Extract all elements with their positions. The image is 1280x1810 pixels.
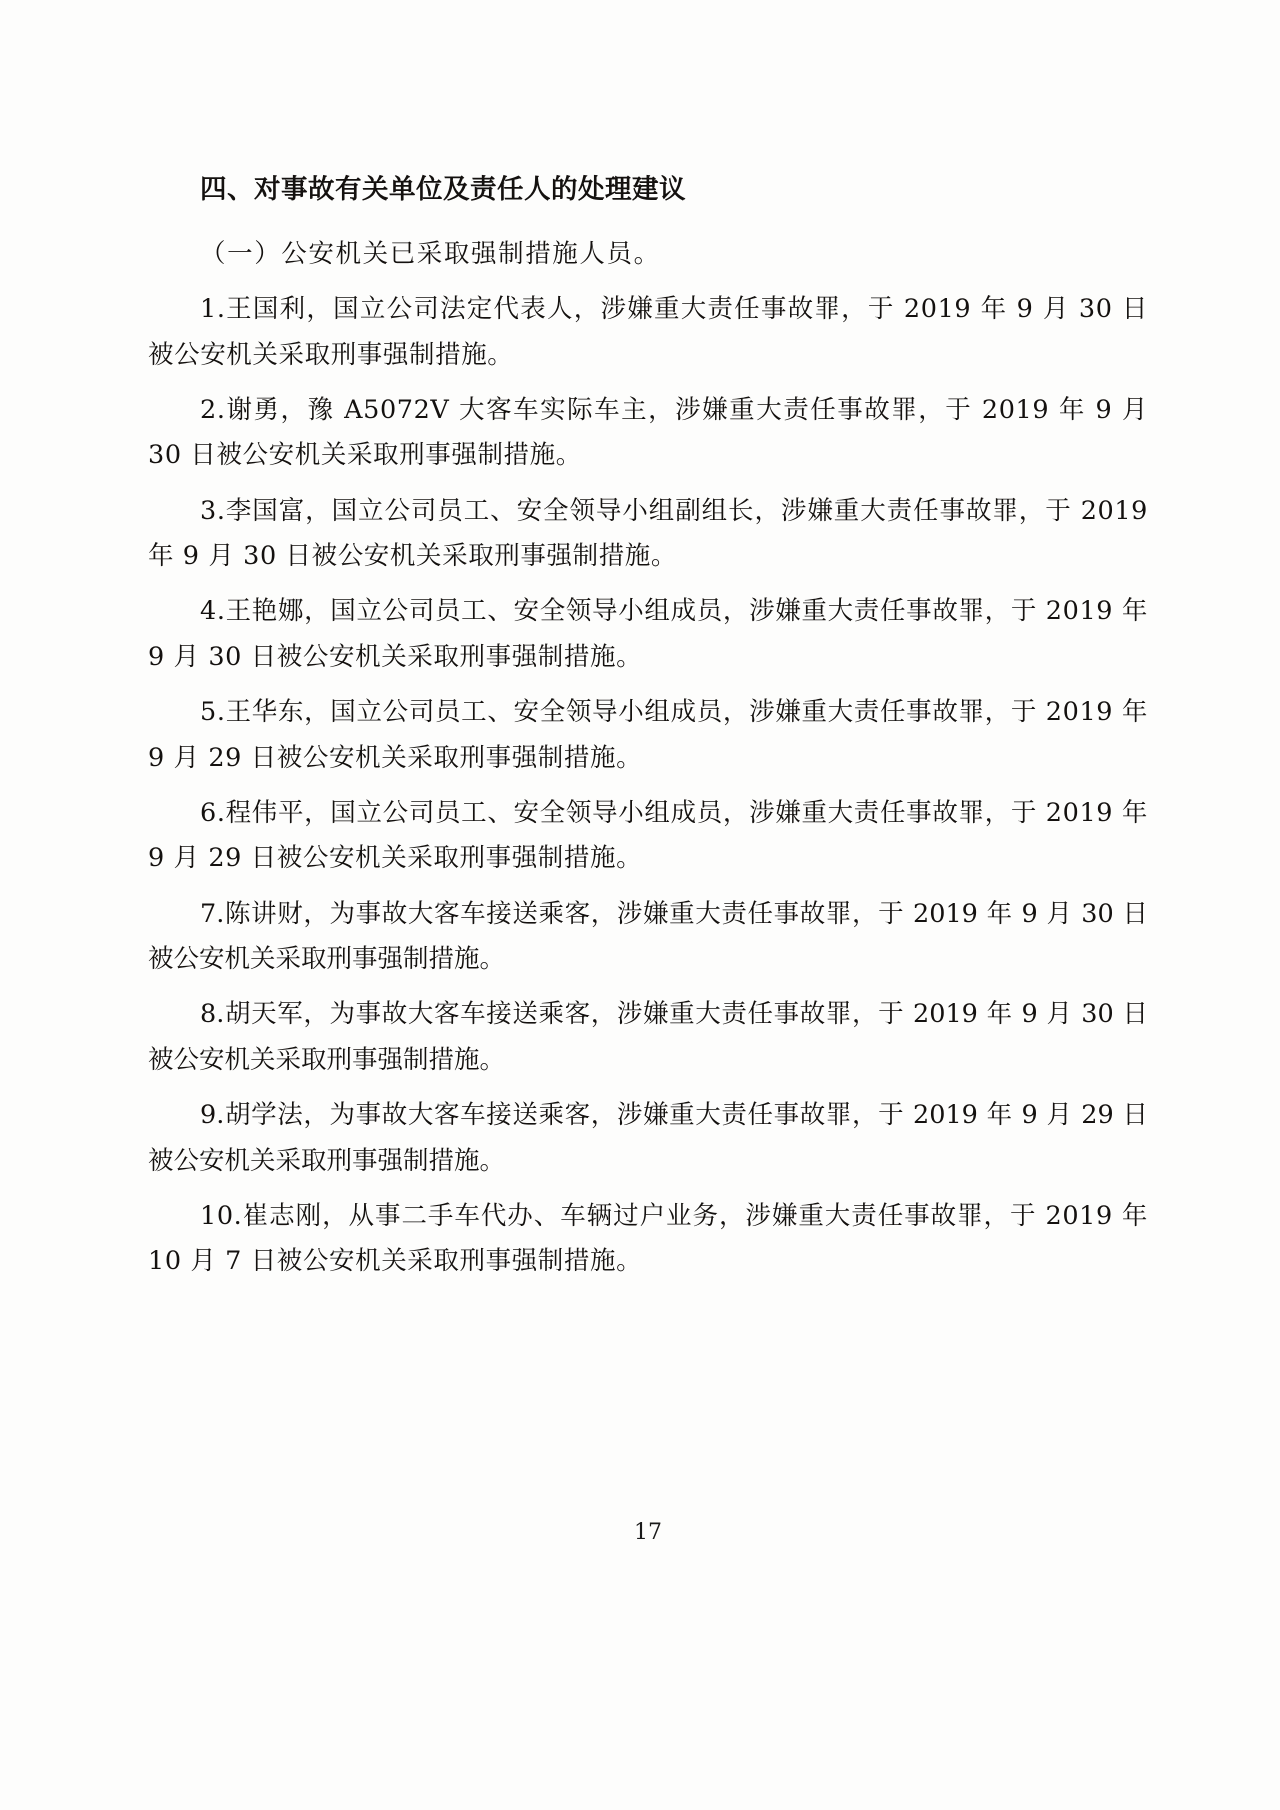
list-item: 8.胡天军，为事故大客车接送乘客，涉嫌重大责任事故罪，于 2019 年 9 月 30 日被公安机关采取刑事强制措施。 <box>148 999 1148 1075</box>
list-item: 4.王艳娜，国立公司员工、安全领导小组成员，涉嫌重大责任事故罪，于 2019 年 9 月 30 日被公安机关采取刑事强制措施。 <box>148 596 1148 672</box>
section-heading: 四、对事故有关单位及责任人的处理建议 <box>200 174 686 205</box>
list-item: 2.谢勇，豫 A5072V 大客车实际车主，涉嫌重大责任事故罪，于 2019 年 9 月 30 日被公安机关采取刑事强制措施。 <box>148 394 1148 471</box>
page-content <box>148 170 1148 1545</box>
list-item: 6.程伟平，国立公司员工、安全领导小组成员，涉嫌重大责任事故罪，于 2019 年 9 月 29 日被公安机关采取刑事强制措施。 <box>148 797 1148 874</box>
list-item: 9.胡学法，为事故大客车接送乘客，涉嫌重大责任事故罪，于 2019 年 9 月 29 日被公安机关采取刑事强制措施。 <box>148 1100 1148 1176</box>
list-item: 1.王国利，国立公司法定代表人，涉嫌重大责任事故罪，于 2019 年 9 月 30 日被公安机关采取刑事强制措施。 <box>148 294 1148 370</box>
subsection-heading: （一）公安机关已采取强制措施人员。 <box>200 238 661 269</box>
list-item: 7.陈讲财，为事故大客车接送乘客，涉嫌重大责任事故罪，于 2019 年 9 月 30 日被公安机关采取刑事强制措施。 <box>148 898 1148 974</box>
list-item: 3.李国富，国立公司员工、安全领导小组副组长，涉嫌重大责任事故罪，于 2019 年 9 月 30 日被公安机关采取刑事强制措施。 <box>148 495 1148 571</box>
list-item: 10.崔志刚，从事二手车代办、车辆过户业务，涉嫌重大责任事故罪，于 2019 年 10 月 7 日被公安机关采取刑事强制措施。 <box>148 1200 1148 1277</box>
list-item: 5.王华东，国立公司员工、安全领导小组成员，涉嫌重大责任事故罪，于 2019 年 9 月 29 日被公安机关采取刑事强制措施。 <box>148 697 1148 773</box>
page-number: 17 <box>634 1520 662 1545</box>
